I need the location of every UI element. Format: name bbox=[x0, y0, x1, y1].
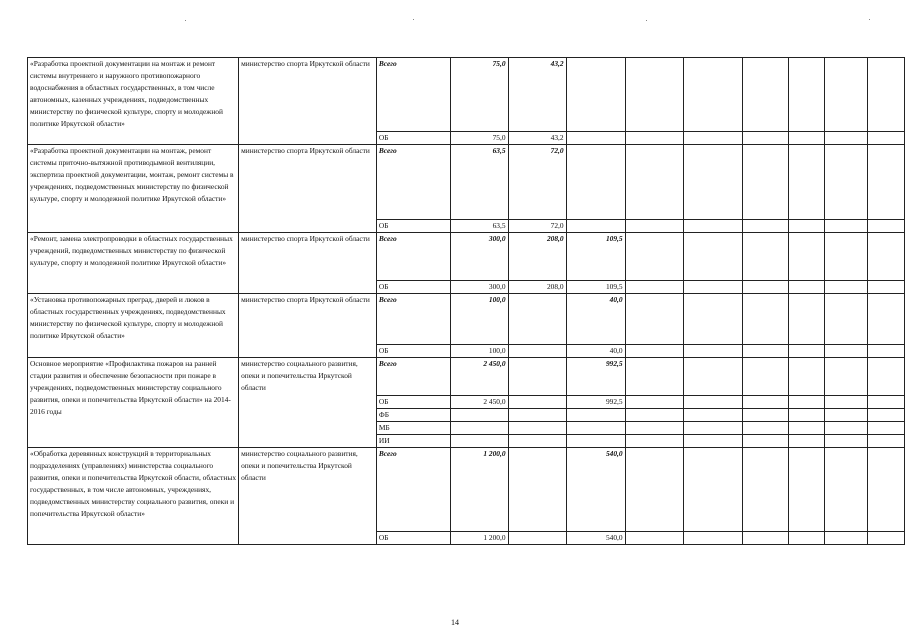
source-value-cell bbox=[742, 435, 788, 448]
total-value-cell bbox=[867, 358, 904, 396]
source-value-cell bbox=[450, 422, 508, 435]
source-value-cell bbox=[566, 220, 625, 233]
source-value-cell bbox=[566, 422, 625, 435]
source-value-cell: 63,5 bbox=[450, 220, 508, 233]
source-value-cell bbox=[824, 422, 867, 435]
executor-cell: министерство спорта Иркутской области bbox=[239, 294, 377, 358]
total-value-cell: 300,0 bbox=[450, 233, 508, 281]
measure-description: «Установка противопожарных преград, дверей и люков в областных государственных учреждениях, подведомственных министерству по физической культуре, спорту и молодежной политике Иркутской области» bbox=[28, 294, 239, 358]
source-value-cell: 1 200,0 bbox=[450, 532, 508, 545]
funding-source-label: ОБ bbox=[376, 532, 450, 545]
measure-description: «Разработка проектной документации на монтаж, ремонт системы приточно-вытяжной противодымной вентиляции, экспертиза проектной документации, монтаж, ремонт системы в учреждениях, подведомственных министерству по физической культуре, спорту и молодежной политике Иркутской области» bbox=[28, 145, 239, 233]
total-value-cell: 75,0 bbox=[450, 58, 508, 132]
source-value-cell bbox=[625, 435, 684, 448]
total-value-cell bbox=[742, 448, 788, 532]
executor-cell: министерство спорта Иркутской области bbox=[239, 233, 377, 294]
source-value-cell bbox=[684, 532, 743, 545]
funding-source-label: ОБ bbox=[376, 396, 450, 409]
total-value-cell bbox=[788, 294, 824, 345]
source-value-cell: 40,0 bbox=[566, 345, 625, 358]
source-value-cell bbox=[867, 409, 904, 422]
source-value-cell bbox=[824, 281, 867, 294]
source-value-cell bbox=[684, 396, 743, 409]
source-value-cell: 208,0 bbox=[508, 281, 566, 294]
total-value-cell bbox=[742, 58, 788, 132]
total-value-cell bbox=[742, 233, 788, 281]
source-value-cell bbox=[824, 532, 867, 545]
budget-table bbox=[27, 57, 905, 545]
source-value-cell bbox=[742, 220, 788, 233]
source-value-cell bbox=[625, 132, 684, 145]
total-value-cell bbox=[867, 233, 904, 281]
total-value-cell bbox=[788, 233, 824, 281]
source-value-cell: 2 450,0 bbox=[450, 396, 508, 409]
source-value-cell: 109,5 bbox=[566, 281, 625, 294]
total-value-cell bbox=[684, 294, 743, 345]
total-value-cell bbox=[824, 145, 867, 220]
total-value-cell bbox=[867, 145, 904, 220]
total-value-cell bbox=[684, 233, 743, 281]
scan-speck bbox=[185, 20, 186, 21]
total-value-cell bbox=[788, 448, 824, 532]
source-value-cell bbox=[684, 220, 743, 233]
total-value-cell bbox=[684, 448, 743, 532]
source-value-cell: 75,0 bbox=[450, 132, 508, 145]
source-value-cell bbox=[625, 220, 684, 233]
total-value-cell bbox=[824, 448, 867, 532]
total-value-cell: 208,0 bbox=[508, 233, 566, 281]
total-value-cell: 992,5 bbox=[566, 358, 625, 396]
source-value-cell bbox=[867, 220, 904, 233]
total-value-cell: 540,0 bbox=[566, 448, 625, 532]
funding-source-label: ИИ bbox=[376, 435, 450, 448]
source-value-cell bbox=[824, 409, 867, 422]
total-value-cell: 43,2 bbox=[508, 58, 566, 132]
source-value-cell bbox=[788, 532, 824, 545]
measure-description: «Разработка проектной документации на монтаж и ремонт системы внутреннего и наружного противопожарного водоснабжения в областных государственных, в том числе автономных, казенных учреждениях, подведомственных министерству по физической культуре, спорту и молодежной политике Иркутской области» bbox=[28, 58, 239, 145]
source-value-cell bbox=[566, 132, 625, 145]
source-value-cell bbox=[684, 435, 743, 448]
source-value-cell bbox=[625, 396, 684, 409]
total-value-cell: 72,0 bbox=[508, 145, 566, 220]
source-value-cell bbox=[824, 132, 867, 145]
funding-total-label: Всего bbox=[376, 58, 450, 132]
source-value-cell bbox=[824, 435, 867, 448]
funding-source-label: ОБ bbox=[376, 220, 450, 233]
total-value-cell bbox=[625, 448, 684, 532]
source-value-cell bbox=[867, 132, 904, 145]
source-value-cell bbox=[684, 132, 743, 145]
source-value-cell bbox=[684, 345, 743, 358]
source-value-cell bbox=[742, 281, 788, 294]
total-value-cell bbox=[684, 145, 743, 220]
source-value-cell bbox=[742, 422, 788, 435]
table-row bbox=[28, 448, 905, 532]
source-value-cell bbox=[625, 345, 684, 358]
source-value-cell bbox=[684, 409, 743, 422]
total-value-cell bbox=[508, 294, 566, 345]
source-value-cell bbox=[508, 435, 566, 448]
source-value-cell bbox=[566, 435, 625, 448]
total-value-cell bbox=[742, 294, 788, 345]
executor-cell: министерство спорта Иркутской области bbox=[239, 145, 377, 233]
total-value-cell bbox=[788, 58, 824, 132]
funding-source-label: ОБ bbox=[376, 345, 450, 358]
total-value-cell bbox=[824, 358, 867, 396]
total-value-cell bbox=[867, 58, 904, 132]
total-value-cell bbox=[684, 58, 743, 132]
total-value-cell bbox=[625, 58, 684, 132]
total-value-cell bbox=[684, 358, 743, 396]
executor-cell: министерство социального развития, опеки и попечительства Иркутской области bbox=[239, 358, 377, 448]
total-value-cell bbox=[625, 294, 684, 345]
source-value-cell bbox=[625, 532, 684, 545]
total-value-cell bbox=[566, 58, 625, 132]
source-value-cell bbox=[742, 345, 788, 358]
funding-total-label: Всего bbox=[376, 448, 450, 532]
source-value-cell bbox=[867, 532, 904, 545]
source-value-cell bbox=[824, 220, 867, 233]
total-value-cell bbox=[508, 448, 566, 532]
source-value-cell bbox=[867, 345, 904, 358]
source-value-cell: 540,0 bbox=[566, 532, 625, 545]
funding-source-label: ОБ bbox=[376, 281, 450, 294]
source-value-cell bbox=[684, 281, 743, 294]
source-value-cell bbox=[788, 281, 824, 294]
table-row bbox=[28, 358, 905, 396]
funding-total-label: Всего bbox=[376, 145, 450, 220]
measure-description: «Обработка деревянных конструкций в территориальных подразделениях (управлениях) министерства социального развития, опеки и попечительства Иркутской области, областных государственных, в том числе автономных, учреждениях, подведомственных министерству социального развития, опеки и попечительства Иркутской области» bbox=[28, 448, 239, 545]
source-value-cell bbox=[788, 409, 824, 422]
total-value-cell bbox=[824, 58, 867, 132]
source-value-cell bbox=[788, 345, 824, 358]
total-value-cell: 100,0 bbox=[450, 294, 508, 345]
source-value-cell: 43,2 bbox=[508, 132, 566, 145]
total-value-cell: 2 450,0 bbox=[450, 358, 508, 396]
total-value-cell bbox=[824, 233, 867, 281]
source-value-cell bbox=[742, 532, 788, 545]
total-value-cell bbox=[788, 145, 824, 220]
table-row bbox=[28, 58, 905, 132]
total-value-cell: 40,0 bbox=[566, 294, 625, 345]
table-row bbox=[28, 294, 905, 345]
scan-speck bbox=[413, 19, 414, 20]
source-value-cell bbox=[742, 132, 788, 145]
source-value-cell bbox=[742, 396, 788, 409]
total-value-cell: 1 200,0 bbox=[450, 448, 508, 532]
funding-source-label: ФБ bbox=[376, 409, 450, 422]
source-value-cell bbox=[788, 396, 824, 409]
source-value-cell bbox=[450, 435, 508, 448]
total-value-cell bbox=[824, 294, 867, 345]
source-value-cell bbox=[867, 435, 904, 448]
measure-description: Основное мероприятие «Профилактика пожаров на ранней стадии развития и обеспечение безопасности при пожаре в учреждениях, подведомственных министерству социального развития, опеки и попечительства Иркутской области» на 2014-2016 годы bbox=[28, 358, 239, 448]
scan-speck bbox=[869, 19, 870, 20]
budget-table-sheet bbox=[27, 57, 905, 545]
total-value-cell bbox=[788, 358, 824, 396]
total-value-cell bbox=[742, 358, 788, 396]
source-value-cell bbox=[867, 281, 904, 294]
table-row bbox=[28, 233, 905, 281]
executor-cell: министерство спорта Иркутской области bbox=[239, 58, 377, 145]
source-value-cell bbox=[824, 345, 867, 358]
total-value-cell bbox=[867, 294, 904, 345]
source-value-cell bbox=[742, 409, 788, 422]
source-value-cell bbox=[566, 409, 625, 422]
scan-speck bbox=[646, 20, 647, 21]
total-value-cell: 63,5 bbox=[450, 145, 508, 220]
table-row bbox=[28, 145, 905, 220]
source-value-cell bbox=[625, 409, 684, 422]
funding-total-label: Всего bbox=[376, 233, 450, 281]
source-value-cell bbox=[508, 409, 566, 422]
source-value-cell bbox=[867, 396, 904, 409]
total-value-cell bbox=[508, 358, 566, 396]
total-value-cell bbox=[566, 145, 625, 220]
total-value-cell bbox=[625, 233, 684, 281]
total-value-cell bbox=[867, 448, 904, 532]
source-value-cell bbox=[788, 435, 824, 448]
source-value-cell bbox=[684, 422, 743, 435]
total-value-cell bbox=[625, 358, 684, 396]
source-value-cell bbox=[788, 220, 824, 233]
source-value-cell bbox=[508, 422, 566, 435]
total-value-cell bbox=[625, 145, 684, 220]
total-value-cell bbox=[742, 145, 788, 220]
source-value-cell bbox=[625, 281, 684, 294]
source-value-cell bbox=[867, 422, 904, 435]
funding-source-label: МБ bbox=[376, 422, 450, 435]
source-value-cell: 72,0 bbox=[508, 220, 566, 233]
total-value-cell: 109,5 bbox=[566, 233, 625, 281]
source-value-cell bbox=[508, 396, 566, 409]
source-value-cell bbox=[788, 422, 824, 435]
measure-description: «Ремонт, замена электропроводки в областных государственных учреждений, подведомственных министерству по физической культуре, спорту и молодежной политике Иркутской области» bbox=[28, 233, 239, 294]
funding-source-label: ОБ bbox=[376, 132, 450, 145]
funding-total-label: Всего bbox=[376, 358, 450, 396]
source-value-cell: 100,0 bbox=[450, 345, 508, 358]
funding-total-label: Всего bbox=[376, 294, 450, 345]
source-value-cell bbox=[625, 422, 684, 435]
page-number: 14 bbox=[451, 618, 459, 627]
source-value-cell bbox=[508, 532, 566, 545]
source-value-cell bbox=[508, 345, 566, 358]
executor-cell: министерство социального развития, опеки и попечительства Иркутской области bbox=[239, 448, 377, 545]
source-value-cell bbox=[788, 132, 824, 145]
source-value-cell: 992,5 bbox=[566, 396, 625, 409]
source-value-cell bbox=[450, 409, 508, 422]
source-value-cell bbox=[824, 396, 867, 409]
source-value-cell: 300,0 bbox=[450, 281, 508, 294]
